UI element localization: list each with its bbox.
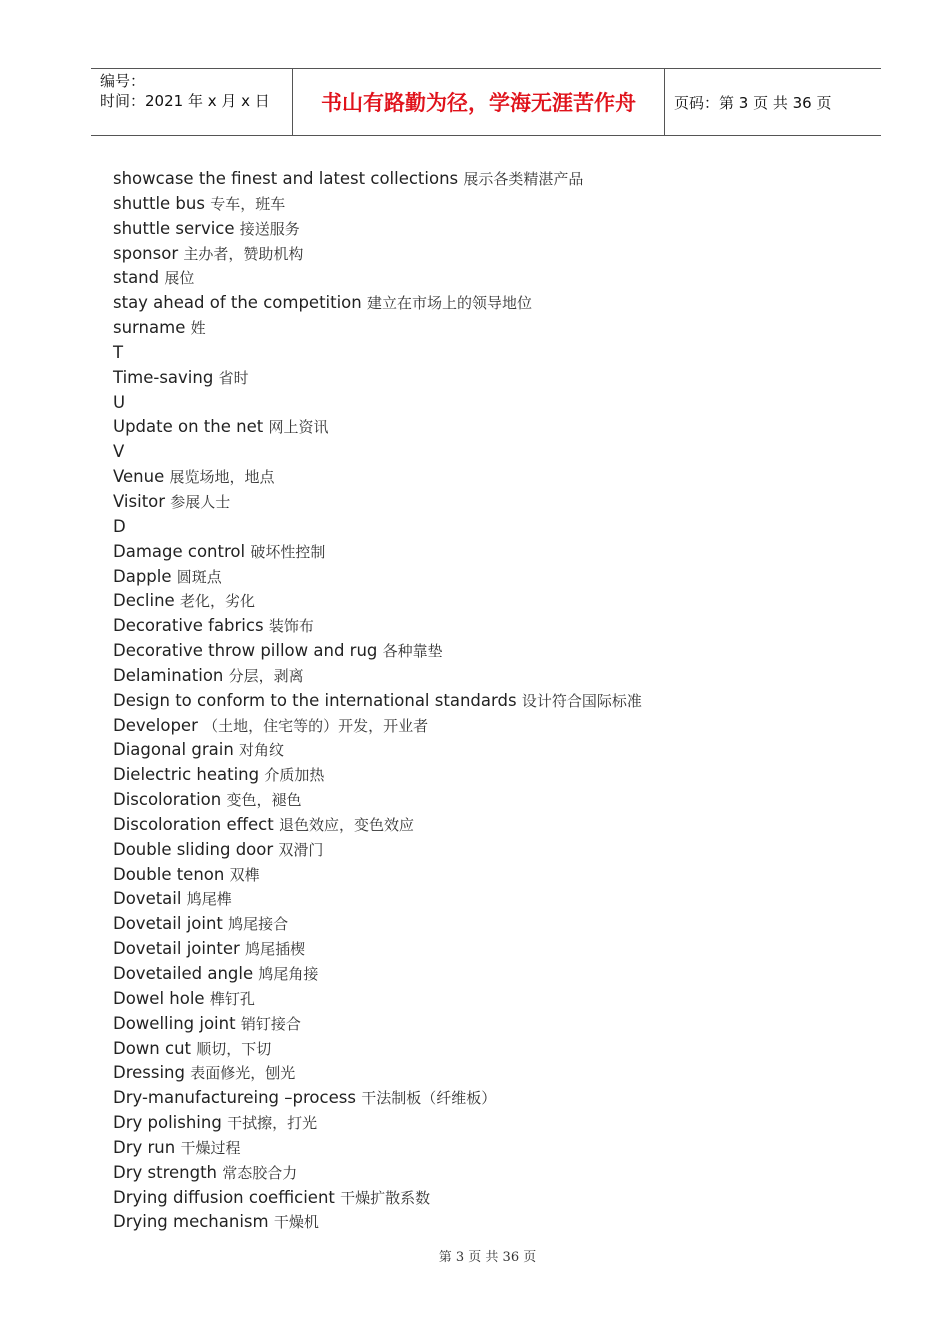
entry-term: Update on the net xyxy=(113,417,264,437)
glossary-entry xyxy=(113,266,873,291)
entry-translation: 接送服务 xyxy=(239,219,300,238)
glossary-entry xyxy=(113,763,873,788)
glossary-entry xyxy=(113,440,873,465)
entry-translation: 鸠尾榫 xyxy=(186,890,232,909)
entry-translation: 专车，班车 xyxy=(210,194,286,213)
entry-translation: 建立在市场上的领导地位 xyxy=(366,294,532,313)
entry-translation: 干燥过程 xyxy=(180,1138,241,1157)
entry-translation: 销钉接合 xyxy=(240,1014,301,1033)
entry-term: Drying mechanism xyxy=(113,1212,269,1232)
entry-translation: 分层，剥离 xyxy=(228,666,304,685)
entry-translation: 展览场地，地点 xyxy=(169,468,275,487)
entry-term: Dielectric heating xyxy=(113,765,260,785)
entry-term: T xyxy=(113,342,124,362)
glossary-entry xyxy=(113,1136,873,1161)
glossary-entry xyxy=(113,242,873,267)
entry-term: Double sliding door xyxy=(113,839,274,859)
glossary-entry xyxy=(113,589,873,614)
glossary-entry xyxy=(113,714,873,739)
entry-translation: 干燥扩散系数 xyxy=(340,1188,431,1207)
entry-translation: 装饰布 xyxy=(268,617,314,636)
entry-term: Dovetail xyxy=(113,889,182,909)
entry-translation: 鸠尾接合 xyxy=(228,915,289,934)
entry-term: Decorative throw pillow and rug xyxy=(113,641,378,661)
glossary-entry xyxy=(113,689,873,714)
entry-translation: 顺切，下切 xyxy=(196,1039,272,1058)
glossary-entry xyxy=(113,341,873,366)
glossary-entry xyxy=(113,912,873,937)
entry-term: shuttle service xyxy=(113,218,235,238)
entry-term: Damage control xyxy=(113,541,246,561)
header-page-number: 页码：第 3 页 共 36 页 xyxy=(674,93,832,112)
entry-term: shuttle bus xyxy=(113,193,205,213)
glossary-entry xyxy=(113,1086,873,1111)
glossary-entry xyxy=(113,962,873,987)
entry-translation: 介质加热 xyxy=(264,766,325,785)
entry-translation: 展示各类精湛产品 xyxy=(463,170,584,188)
entry-term: Dry polishing xyxy=(113,1113,222,1133)
glossary-entry xyxy=(113,515,873,540)
entry-translation: 常态胶合力 xyxy=(222,1163,298,1182)
entry-translation: 各种靠垫 xyxy=(382,642,443,661)
entry-term: Dry strength xyxy=(113,1162,217,1182)
header-slogan: 书山有路勤为径，学海无涯苦作舟 xyxy=(292,69,665,135)
header-meta xyxy=(91,69,292,135)
glossary-entry xyxy=(113,415,873,440)
glossary-entry xyxy=(113,366,873,391)
glossary-entry xyxy=(113,1111,873,1136)
glossary-entry xyxy=(113,788,873,813)
entry-term: surname xyxy=(113,318,186,338)
glossary-entry xyxy=(113,639,873,664)
glossary-entry xyxy=(113,937,873,962)
entry-translation: 设计符合国际标准 xyxy=(521,691,642,710)
entry-translation: 表面修光，刨光 xyxy=(190,1064,296,1083)
entry-term: Diagonal grain xyxy=(113,740,234,760)
entry-term: D xyxy=(113,516,126,536)
entry-term: Discoloration effect xyxy=(113,814,274,834)
entry-term: sponsor xyxy=(113,243,179,263)
entry-term: Drying diffusion coefficient xyxy=(113,1187,335,1207)
entry-term: Dry run xyxy=(113,1137,176,1157)
entry-term: U xyxy=(113,392,126,412)
entry-term: Delamination xyxy=(113,665,224,685)
entry-term: Decorative fabrics xyxy=(113,616,264,636)
glossary-entry xyxy=(113,1210,873,1235)
entry-translation: 省时 xyxy=(218,368,249,387)
entry-translation: 老化，劣化 xyxy=(179,592,255,611)
glossary-entry xyxy=(113,1061,873,1086)
entry-term: Double tenon xyxy=(113,864,225,884)
entry-translation: 姓 xyxy=(190,319,206,338)
entry-translation: 对角纹 xyxy=(239,741,285,760)
entry-translation: 榫钉孔 xyxy=(209,989,255,1008)
glossary-entry xyxy=(113,738,873,763)
entry-term: Decline xyxy=(113,591,175,611)
entry-translation: 主办者，赞助机构 xyxy=(183,244,304,263)
entry-term: stand xyxy=(113,268,160,288)
entry-term: Dapple xyxy=(113,566,172,586)
entry-term: Discoloration xyxy=(113,790,222,810)
entry-term: Dovetail joint xyxy=(113,914,223,934)
entry-term: stay ahead of the competition xyxy=(113,293,362,313)
entry-translation: （土地，住宅等的）开发，开业者 xyxy=(203,716,429,735)
entry-translation: 圆斑点 xyxy=(176,567,222,586)
entry-term: showcase the finest and latest collections xyxy=(113,169,459,188)
document-time-label: 时间：2021 年 x 月 x 日 xyxy=(100,92,270,110)
glossary-entry xyxy=(113,167,873,192)
entry-translation: 干法制板（纤维板） xyxy=(361,1089,497,1108)
entry-term: Down cut xyxy=(113,1038,191,1058)
entry-translation: 鸠尾角接 xyxy=(258,965,319,983)
glossary-list xyxy=(113,167,873,1235)
glossary-entry xyxy=(113,465,873,490)
entry-term: Developer xyxy=(113,715,198,735)
entry-term: Dowel hole xyxy=(113,988,205,1008)
glossary-entry xyxy=(113,987,873,1012)
glossary-entry xyxy=(113,664,873,689)
entry-translation: 干拭擦，打光 xyxy=(227,1114,318,1133)
document-number-label: 编号： xyxy=(100,72,146,90)
entry-translation: 参展人士 xyxy=(170,492,231,511)
entry-term: Dry-manufactureing –process xyxy=(113,1088,356,1108)
glossary-entry xyxy=(113,887,873,912)
entry-term: V xyxy=(113,442,125,462)
glossary-entry xyxy=(113,217,873,242)
entry-term: Dowelling joint xyxy=(113,1013,236,1033)
entry-term: Dovetailed angle xyxy=(113,964,254,983)
entry-translation: 展位 xyxy=(164,269,195,288)
glossary-entry xyxy=(113,813,873,838)
glossary-entry xyxy=(113,291,873,316)
entry-term: Visitor xyxy=(113,491,166,511)
entry-translation: 网上资讯 xyxy=(268,418,329,437)
entry-translation: 双滑门 xyxy=(278,840,324,859)
page-footer: 第 3 页 共 36 页 xyxy=(438,1250,537,1265)
glossary-entry xyxy=(113,614,873,639)
glossary-entry xyxy=(113,391,873,416)
entry-translation: 破坏性控制 xyxy=(250,542,326,561)
glossary-entry xyxy=(113,838,873,863)
glossary-entry xyxy=(113,863,873,888)
glossary-entry xyxy=(113,490,873,515)
entry-translation: 鸠尾插楔 xyxy=(245,940,306,959)
entry-term: Design to conform to the international standards xyxy=(113,690,517,710)
entry-translation: 双榫 xyxy=(229,865,260,884)
entry-translation: 退色效应，变色效应 xyxy=(278,815,414,834)
glossary-entry xyxy=(113,1012,873,1037)
glossary-entry xyxy=(113,540,873,565)
entry-term: Venue xyxy=(113,467,165,487)
glossary-entry xyxy=(113,1037,873,1062)
entry-term: Dovetail jointer xyxy=(113,939,240,959)
glossary-entry xyxy=(113,1186,873,1211)
page-header xyxy=(91,68,881,136)
glossary-entry xyxy=(113,192,873,217)
glossary-entry xyxy=(113,1161,873,1186)
glossary-entry xyxy=(113,565,873,590)
entry-term: Dressing xyxy=(113,1063,185,1083)
entry-translation: 干燥机 xyxy=(273,1213,319,1232)
entry-term: Time-saving xyxy=(113,367,214,387)
entry-translation: 变色，褪色 xyxy=(226,791,302,810)
glossary-entry xyxy=(113,316,873,341)
